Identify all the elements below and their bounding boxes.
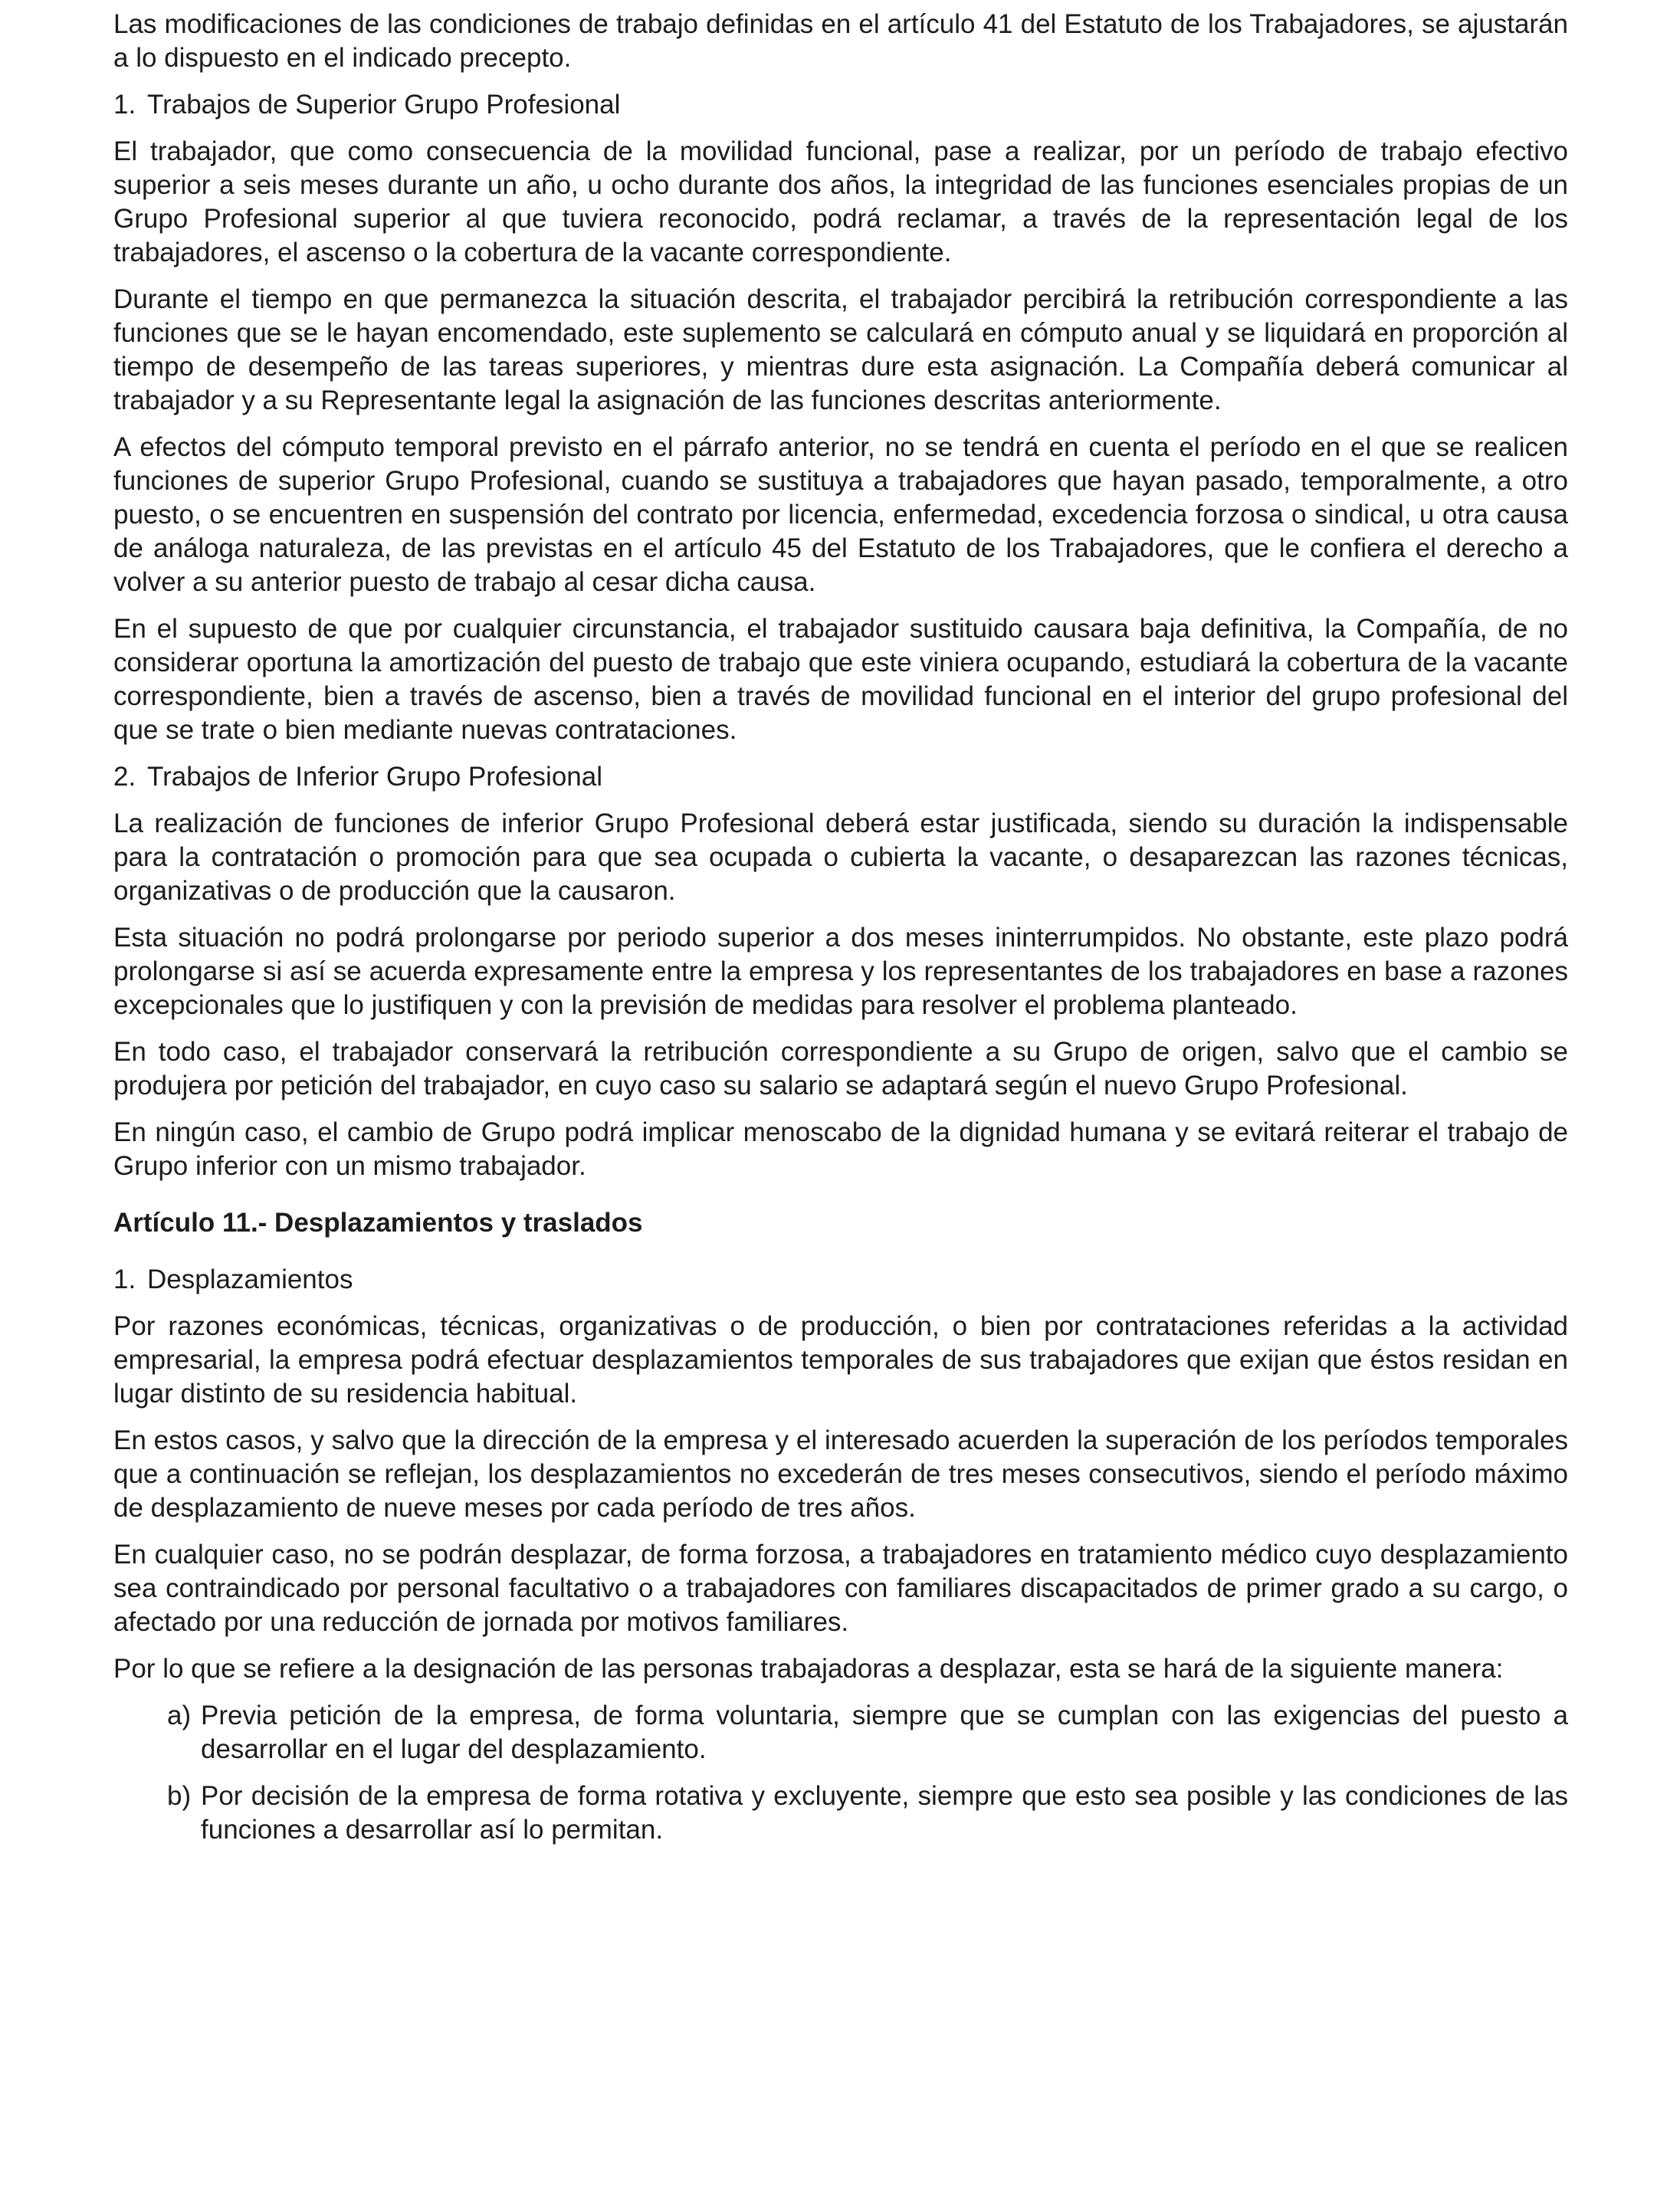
paragraph: Por lo que se refiere a la designación de las personas trabajadoras a desplazar, esta se hará de la siguiente manera:: [113, 1654, 1504, 1684]
paragraph-intro: Las modificaciones de las condiciones de trabajo definidas en el artículo 41 del Estatuto de los Trabajadores, se ajustarán a lo dispuesto en el indicado precepto.: [113, 9, 1568, 73]
paragraph: Esta situación no podrá prolongarse por periodo superior a dos meses ininterrumpidos. No obstante, este plazo podrá prolongarse si así se acuerda expresamente entre la empresa y los representantes de los trabajadores en base a razones excepcionales que lo justifiquen y con la previsión de medidas para resolver el problema planteado.: [113, 923, 1568, 1020]
section-item-1: [113, 88, 1568, 122]
paragraph: La realización de funciones de inferior Grupo Profesional deberá estar justificada, siendo su duración la indispensable para la contratación o promoción para que sea ocupada o cubierta la vacante, o desaparezcan las razones técnicas, organizativas o de producción que la causaron.: [113, 809, 1568, 906]
list-item-b: [167, 1779, 1568, 1847]
section-title: Trabajos de Superior Grupo Profesional: [147, 90, 621, 120]
paragraph: Durante el tiempo en que permanezca la situación descrita, el trabajador percibirá la retribución correspondiente a las funciones que se le hayan encomendado, este suplemento se calculará en cómputo anual y se liquidará en proporción al tiempo de desempeño de las tareas superiores, y mientras dure esta asignación. La Compañía deberá comunicar al trabajador y a su Representante legal la asignación de las funciones descritas anteriormente.: [113, 284, 1568, 415]
list-item-letter: b): [167, 1781, 192, 1811]
paragraph: El trabajador, que como consecuencia de la movilidad funcional, pase a realizar, por un período de trabajo efectivo superior a seis meses durante un año, u ocho durante dos años, la integridad de las funciones esenciales propias de un Grupo Profesional superior al que tuviera reconocido, podrá reclamar, a través de la representación legal de los trabajadores, el ascenso o la cobertura de la vacante correspondiente.: [113, 136, 1568, 267]
list-item-a: [167, 1699, 1568, 1766]
paragraph: En estos casos, y salvo que la dirección de la empresa y el interesado acuerden la superación de los períodos temporales que a continuación se reflejan, los desplazamientos no excederán de tres meses consecutivos, siendo el período máximo de desplazamiento de nueve meses por cada período de tres años.: [113, 1425, 1568, 1523]
paragraph: En ningún caso, el cambio de Grupo podrá implicar menoscabo de la dignidad humana y se evitará reiterar el trabajo de Grupo inferior con un mismo trabajador.: [113, 1117, 1568, 1181]
section-item-desplazamientos: [113, 1263, 1568, 1297]
paragraph: A efectos del cómputo temporal previsto en el párrafo anterior, no se tendrá en cuenta el período en el que se realicen funciones de superior Grupo Profesional, cuando se sustituya a trabajadores que hayan pasado, temporalmente, a otro puesto, o se encuentren en suspensión del contrato por licencia, enfermedad, excedencia forzosa o sindical, u otra causa de análoga naturaleza, de las previstas en el artículo 45 del Estatuto de los Trabajadores, que le confiera el derecho a volver a su anterior puesto de trabajo al cesar dicha causa.: [113, 432, 1568, 597]
article-heading: Artículo 11.- Desplazamientos y traslados: [113, 1208, 643, 1238]
section-number: 1.: [113, 1265, 136, 1294]
paragraph: En todo caso, el trabajador conservará la retribución correspondiente a su Grupo de origen, salvo que el cambio se produjera por petición del trabajador, en cuyo caso su salario se adaptará según el nuevo Grupo Profesional.: [113, 1037, 1568, 1100]
section-item-2: [113, 760, 1568, 794]
section-title: Desplazamientos: [147, 1265, 353, 1294]
section-title: Trabajos de Inferior Grupo Profesional: [147, 762, 603, 792]
section-number: 2.: [113, 762, 136, 792]
section-number: 1.: [113, 90, 136, 120]
paragraph: En el supuesto de que por cualquier circunstancia, el trabajador sustituido causara baja definitiva, la Compañía, de no considerar oportuna la amortización del puesto de trabajo que este viniera ocupando, estudiará la cobertura de la vacante correspondiente, bien a través de ascenso, bien a través de movilidad funcional en el interior del grupo profesional del que se trate o bien mediante nuevas contrataciones.: [113, 614, 1568, 745]
list-item-text: Por decisión de la empresa de forma rotativa y excluyente, siempre que esto sea posible y las condiciones de las funciones a desarrollar así lo permitan.: [201, 1781, 1568, 1845]
paragraph: Por razones económicas, técnicas, organizativas o de producción, o bien por contrataciones referidas a la actividad empresarial, la empresa podrá efectuar desplazamientos temporales de sus trabajadores que exijan que éstos residan en lugar distinto de su residencia habitual.: [113, 1311, 1568, 1409]
list-item-text: Previa petición de la empresa, de forma voluntaria, siempre que se cumplan con las exigencias del puesto a desarrollar en el lugar del desplazamiento.: [201, 1701, 1568, 1764]
paragraph: En cualquier caso, no se podrán desplazar, de forma forzosa, a trabajadores en tratamiento médico cuyo desplazamiento sea contraindicado por personal facultativo o a trabajadores con familiares discapacitados de primer grado a su cargo, o afectado por una reducción de jornada por motivos familiares.: [113, 1540, 1568, 1637]
list-item-letter: a): [167, 1701, 192, 1730]
